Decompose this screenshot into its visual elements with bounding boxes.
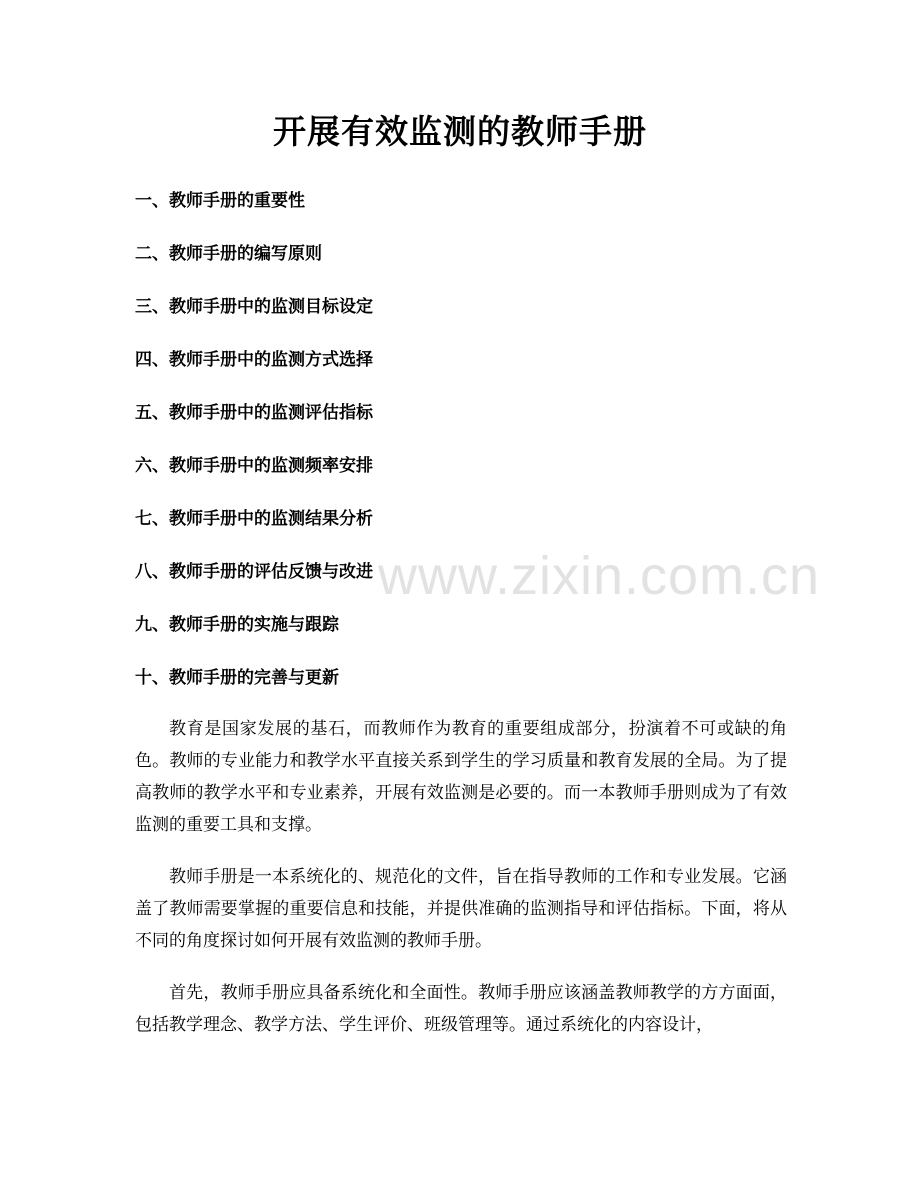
toc-item: 四、教师手册中的监测方式选择 bbox=[135, 350, 373, 370]
watermark: www.zixin.com.cn bbox=[378, 546, 821, 606]
paragraph: 教育是国家发展的基石，而教师作为教育的重要组成部分，扮演着不可或缺的角色。教师的专业能力和教学水平直接关系到学生的学习质量和教育发展的全局。为了提高教师的教学水平和专业素养，开展有效监测是必要的。而一本教师手册则成为了有效监测的重要工具和支撑。 bbox=[135, 719, 787, 835]
toc-item: 七、教师手册中的监测结果分析 bbox=[135, 509, 373, 529]
paragraph: 首先，教师手册应具备系统化和全面性。教师手册应该涵盖教师教学的方方面面，包括教学理念、教学方法、学生评价、班级管理等。通过系统化的内容设计， bbox=[135, 983, 787, 1035]
page-title: 开展有效监测的教师手册 bbox=[273, 112, 647, 151]
toc-item: 八、教师手册的评估反馈与改进 bbox=[135, 562, 373, 582]
toc-item: 二、教师手册的编写原则 bbox=[135, 244, 322, 264]
toc-item: 六、教师手册中的监测频率安排 bbox=[135, 456, 373, 476]
toc-item: 三、教师手册中的监测目标设定 bbox=[135, 297, 373, 317]
paragraph: 教师手册是一本系统化的、规范化的文件，旨在指导教师的工作和专业发展。它涵盖了教师需要掌握的重要信息和技能，并提供准确的监测指导和评估指标。下面，将从不同的角度探讨如何开展有效监测的教师手册。 bbox=[135, 867, 787, 951]
toc-item: 十、教师手册的完善与更新 bbox=[135, 668, 339, 688]
toc-item: 五、教师手册中的监测评估指标 bbox=[135, 403, 373, 423]
table-of-contents bbox=[135, 184, 795, 714]
toc-item: 九、教师手册的实施与跟踪 bbox=[135, 615, 339, 635]
body-text bbox=[135, 713, 787, 1061]
toc-item: 一、教师手册的重要性 bbox=[135, 191, 305, 211]
